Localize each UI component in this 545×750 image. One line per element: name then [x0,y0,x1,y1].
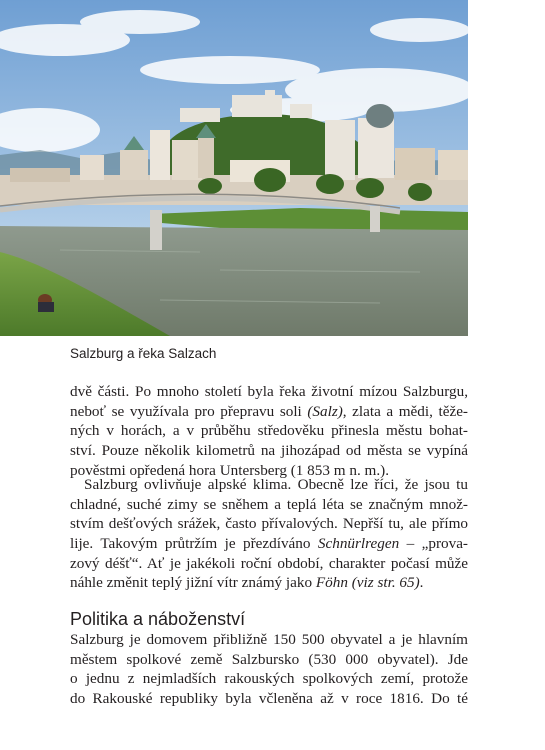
text-line: o jednu z nejmladších rakouských spolkových zemí, protože [70,670,468,688]
text-line: ství. Pouze několik kilometrů na jihozápad od města se vypíná [70,442,468,460]
text-line: ných v horách, a v průběhu středověku přinesla městu bohat- [70,422,468,440]
section-heading: Politika a náboženství [70,609,246,629]
paragraph-politics [70,630,468,709]
text-line: náhle změnit teplý jižní vítr známý jako Föhn (viz str. 65). [70,574,424,592]
text-line: do Rakouské republiky byla včleněna až v roce 1816. Do té [70,690,468,708]
photo-caption: Salzburg a řeka Salzach [70,346,217,361]
text-line: pověstmi opředená hora Untersberg (1 853 m n. m.). [70,461,390,479]
text-line: zový déšť“. Ať je jakékoli roční období, charakter počasí může [70,554,468,572]
text-line: neboť se využívala pro přepravu soli (Salz), zlata a mědi, těže- [70,402,468,420]
text-line: Salzburg ovlivňuje alpské klima. Obecně lze říci, že jsou tu [84,476,468,493]
text-line: stvím dešťových srážek, často přívalových. Nepřší tu, ale přímo [70,515,468,533]
paragraph-climate [70,475,468,593]
text-line: chladné, suché zimy se sněhem a teplá léta se značným množ- [70,495,468,513]
text-line: dvě části. Po mnoho století byla řeka životní mízou Salzburgu, [70,383,468,400]
text-line: městem spolkové země Salzbursko (530 000 obyvatel). Jde [70,650,468,668]
text-line: lije. Takovým průtržím je přezdíváno Schnürlregen – „prova- [70,535,468,553]
text-line: Salzburg je domovem přibližně 150 500 obyvatel a je hlavním [70,631,468,648]
salzburg-photo [0,0,468,336]
paragraph-rivers [70,382,468,480]
